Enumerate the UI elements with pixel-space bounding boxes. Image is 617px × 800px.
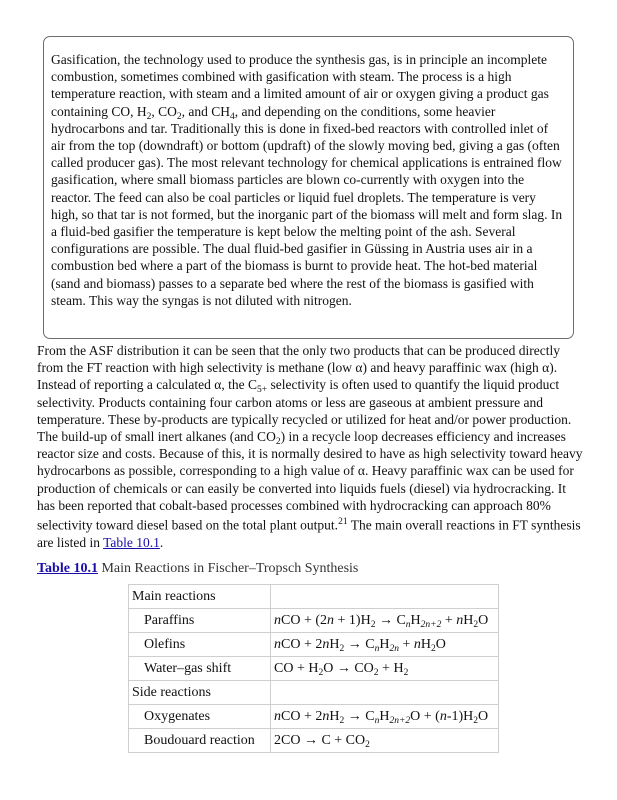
row-label-boudouard: Boudouard reaction bbox=[129, 729, 271, 753]
row-label-oxygenates: Oxygenates bbox=[129, 705, 271, 729]
row-label-water-gas-shift: Water–gas shift bbox=[129, 657, 271, 681]
table-row bbox=[129, 681, 499, 705]
table-number-link[interactable]: Table 10.1 bbox=[37, 561, 98, 576]
table-row bbox=[129, 609, 499, 633]
sidebar-box bbox=[43, 36, 574, 339]
reactions-table bbox=[128, 584, 499, 753]
row-label-paraffins: Paraffins bbox=[129, 609, 271, 633]
table-row bbox=[129, 729, 499, 753]
body-paragraph: From the ASF distribution it can be seen that the only two products that can be produced directly from the FT reaction with high selectivity is methane (low α) and heavy paraffinic wax (high α). Instead of reporting a calculated α, the $C_{5+}$ selectivity is often used to quantify the liquid product selectivity. Products containing four carbon atoms or less are gaseous at ambient pressure and temperature. These by-products are typically recycled or utilized for heat and/or power production. The build-up of small inert alkanes (and $CO_2$) in a recycle loop decreases efficiency and increases reactor size and costs. Because of this, it is normally desired to have as high selectivity toward heavy hydrocarbons as possible, corresponding to a high value of α. Heavy paraffinic wax can be used for production of chemicals or can easily be converted into liquids fuels (diesel) via hydrocracking. It has been reported that cobalt-based processes combined with hydrocracking can approach 80% selectivity toward diesel based on the total plant output.$^{21}$ The main overall reactions in FT synthesis are listed in Table 10.1. bbox=[37, 343, 583, 550]
equation-boudouard: $2CO \to C + CO_2$ bbox=[271, 729, 499, 753]
table-row bbox=[129, 657, 499, 681]
table-caption bbox=[37, 560, 358, 577]
table-row bbox=[129, 705, 499, 729]
section-side-reactions: Side reactions bbox=[129, 681, 271, 705]
table-row bbox=[129, 585, 499, 609]
equation-oxygenates: nCO + $2nH_2 \to C_nH_{2n+2}O + (n-1)H_2O$ bbox=[271, 705, 499, 729]
footnote-ref[interactable]: 21 bbox=[338, 517, 348, 528]
sidebar-paragraph: Gasification, the technology used to produce the synthesis gas, is in principle an incomplete combustion, sometimes combined with gasification with steam. The process is a high temperature reaction, with steam and a limited amount of air or oxygen giving a product gas containing CO, $H_2$, $CO_2$, and $CH_4$, and depending on the conditions, some heavier hydrocarbons and tar. Traditionally this is done in fixed-bed reactors with controlled inlet of air from the top (downdraft) or bottom (updraft) of the slowly moving bed, giving a gas (often called producer gas). The most relevant technology for chemical applications is entrained flow gasification, where small biomass particles are blown co-currently with oxygen into the reactor. The feed can also be coal particles or liquid fuel droplets. The temperature is very high, so that tar is not formed, but the inorganic part of the biomass will melt and form slag. In a fluid-bed gasifier the temperature is kept below the melting point of the ash. Several configurations are possible. The dual fluid-bed gasifier in Güssing in Austria uses air in a combustion bed where a part of the biomass is burnt to provide heat. The hot-bed material (sand and biomass) passes to a separate bed where the rest of the biomass is gasified with steam. This way the syngas is not diluted with nitrogen. bbox=[51, 52, 563, 308]
section-main-reactions: Main reactions bbox=[129, 585, 271, 609]
equation-water-gas-shift: CO + $H_2O \to CO_2 + H_2$ bbox=[271, 657, 499, 681]
row-label-olefins: Olefins bbox=[129, 633, 271, 657]
equation-paraffins: nCO + $(2n + 1)H_2 \to C_nH_{2n+2} + nH_2O$ bbox=[271, 609, 499, 633]
table-row bbox=[129, 633, 499, 657]
table-title: Main Reactions in Fischer–Tropsch Synthesis bbox=[97, 561, 359, 576]
equation-olefins: nCO + $2nH_2 \to C_nH_{2n} + nH_2O$ bbox=[271, 633, 499, 657]
table-link[interactable]: Table 10.1 bbox=[103, 534, 160, 550]
